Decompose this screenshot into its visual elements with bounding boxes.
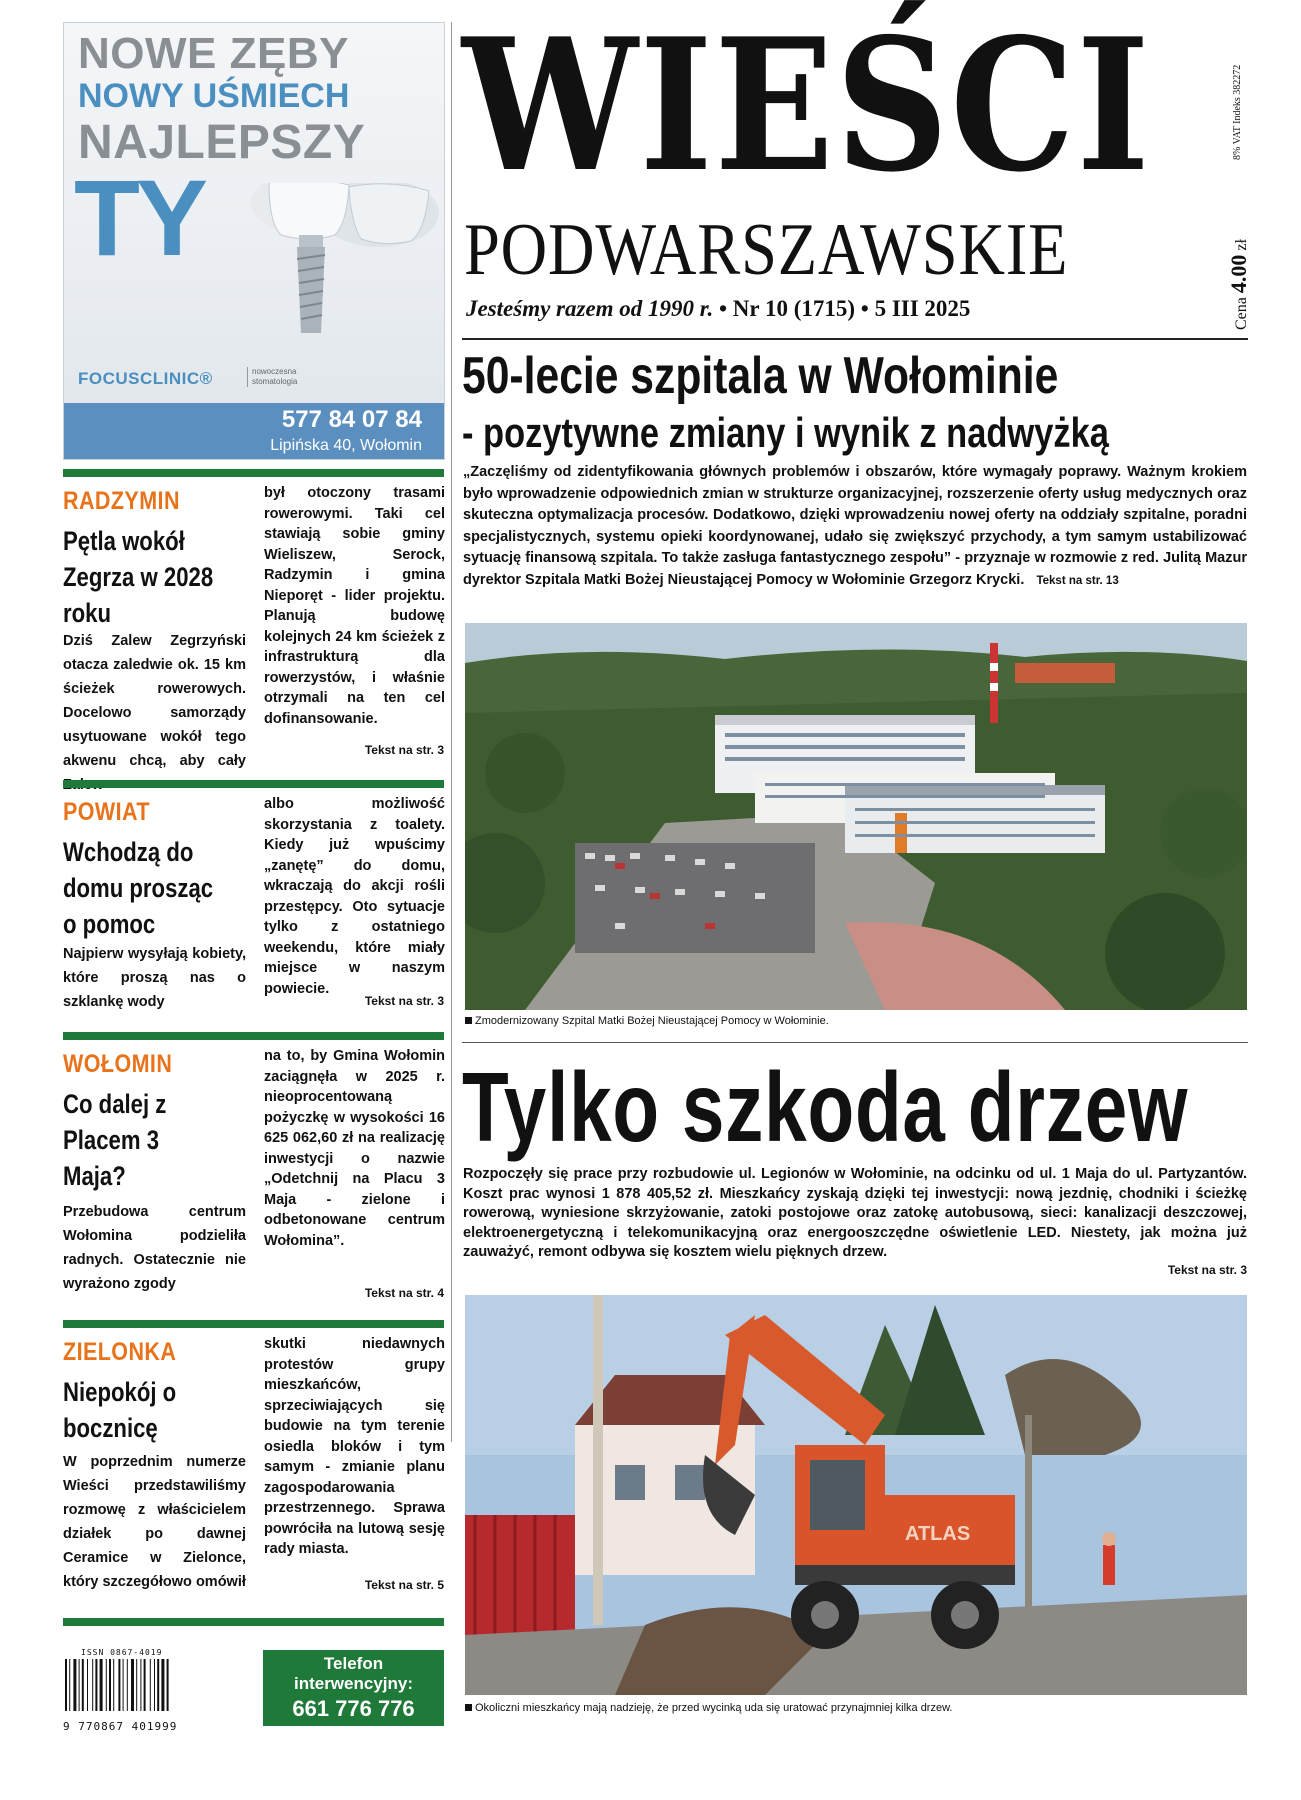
footer-divider-wrap [63, 1618, 444, 1628]
story1-subheadline[interactable]: - pozytywne zmiany i wynik z nadwyżką [462, 409, 1109, 456]
ad-line-3: NAJLEPSZY [78, 116, 366, 169]
section-divider [63, 469, 444, 477]
ad-phone[interactable]: 577 84 07 84 [281, 406, 422, 433]
teaser-kicker: WOŁOMIN [63, 1050, 173, 1078]
ad-line-1: NOWE ZĘBY [78, 29, 349, 78]
teaser-continuation: był otoczony trasami rowerowymi. Taki cel stawiają sobie gminy Wieliszew, Serock, Radzymin i gmina Nieporęt - lider projektu. Planują budowę kolejnych 24 km ścieżek z infrastrukturą dla rowerzystów, i właśnie otrzymali na ten cel dofinansowanie. [264, 485, 445, 727]
ad-line-4: TY [74, 157, 205, 278]
street-works-photo[interactable] [465, 1295, 1247, 1695]
story2-headline[interactable]: Tylko szkoda drzew [462, 1052, 1189, 1162]
story2-lead: Rozpoczęły się prace przy rozbudowie ul. Legionów w Wołominie, na odcinku od ul. 1 Maja do ul. Partyzantów. Koszt prac wynosi 1 878 405,52 zł. Mieszkańcy zyskają dzięki tej inwestycji: nową jezdnię, chodniki i ścieżkę rowerową, wyniesione skrzyżowanie, zatoki postojowe oraz zatokę autobusową, sieci: kanalizacji deszczowej, elektroenergetyczną i telekomunikacyjną oraz energooszczędne oświetlenie LED. Niestety, jak można już zauważyć, remont odbywa się kosztem wielu pięknych drzew. [463, 1166, 1247, 1260]
hotline-label-1: Telefon [323, 1654, 384, 1673]
teaser-page-reference[interactable]: Tekst na str. 3 [364, 743, 444, 757]
ad-brand-tagline: nowoczesna stomatologia [247, 367, 317, 387]
teaser-headline[interactable]: Niepokój o bocznicę [63, 1377, 177, 1443]
teaser-radzymin[interactable] [63, 469, 444, 769]
issue-number-date: • Nr 10 (1715) • 5 III 2025 [719, 296, 971, 321]
hotline-label-2: interwencyjny: [293, 1674, 414, 1693]
teaser-zielonka[interactable] [63, 1320, 444, 1600]
issn-barcode [63, 1648, 208, 1733]
teaser-page-reference[interactable]: Tekst na str. 4 [364, 1286, 444, 1300]
story1-caption-text: Zmodernizowany Szpital Matki Bożej Nieustającej Pomocy w Wołominie. [475, 1015, 829, 1027]
ad-brand-logo: FOCUSCLINIC® [78, 369, 213, 388]
barcode-bars-icon [63, 1657, 208, 1715]
masthead-motto: Jesteśmy razem od 1990 r. [466, 296, 714, 321]
teaser-page-reference[interactable]: Tekst na str. 3 [364, 994, 444, 1008]
story1-headline[interactable]: 50-lecie szpitala w Wołominie [462, 347, 1059, 405]
teaser-wolomin[interactable] [63, 1032, 444, 1312]
teaser-kicker: RADZYMIN [63, 487, 180, 515]
section-divider [63, 780, 444, 788]
teaser-kicker: ZIELONKA [63, 1338, 177, 1366]
story1-photo-caption [465, 1015, 829, 1027]
teaser-kicker: POWIAT [63, 798, 150, 826]
barcode-number: 9 770867 401999 [63, 1720, 178, 1733]
masthead-title[interactable]: WIEŚCI [462, 0, 1152, 212]
hotline-phone[interactable]: 661 776 776 [292, 1696, 415, 1721]
hotline-box[interactable] [263, 1650, 444, 1726]
dental-clinic-advertisement[interactable] [63, 22, 445, 460]
teaser-lead: Dziś Zalew Zegrzyński otacza zaledwie ok. 15 km ścieżek rowerowych. Docelowo samorządy usytuowane wokół tego akwenu chcą, aby cały [63, 633, 246, 769]
teaser-lead: W poprzednim numerze Wieści przedstawiliśmy rozmowę z właścicielem działek po dawnej Ceramice w Zielonce, który szczegółowo omówił [63, 1454, 246, 1590]
section-divider [63, 1618, 444, 1626]
excavator-brand-text: ATLAS [905, 1523, 971, 1545]
excavator-photo-illustration [465, 1295, 1247, 1695]
section-divider [63, 1320, 444, 1328]
issue-line [466, 296, 970, 322]
section-divider [63, 1032, 444, 1040]
column-divider [451, 22, 452, 1442]
teaser-headline[interactable]: Co dalej z Placem 3 Maja? [63, 1089, 167, 1191]
teaser-continuation: na to, by Gmina Wołomin zaciągnęła w 2025 r. nieoprocentowaną pożyczkę w wysokości 16 625 062,60 zł na realizację inwestycji o nazwie „Odetchnij na Placu 3 Maja - zielone i odbetonowane centrum Wołomina”. [264, 1048, 445, 1249]
masthead-rule [462, 338, 1248, 340]
price-caption: Cena [1233, 297, 1250, 330]
story1-lead-text: „Zaczęliśmy od zidentyfikowania głównych problemów i obszarów, które wymagały poprawy. Ważnym krokiem było wprowadzenie odpowiednich zmian w strukturze organizacyjnej, rozszerzenie oferty usług medycznych oraz skuteczna optymalizacja procesów. Dodatkowo, dzięki wprowadzeniu nowej oferty na oddziały szpitalne, poradni specjalistycznych, systemu opieki koordynowanej, udało się zwiększyć przychody, a tym samym ustabilizować sytuację finansową szpitala. To także zasługa fantastycznego zespołu” - przyznaje w rozmowie z red. Julitą Mazur dyrektor Szpitala Matki Bożej Nieustającej Pomocy w Wołominie Grzegorz Krycki. [463, 464, 1247, 588]
hospital-photo-illustration [465, 623, 1247, 1010]
teaser-lead: Najpierw wysyłają kobiety, które proszą nas o szklankę wody [63, 946, 246, 1010]
story2-page-reference[interactable]: Tekst na str. 3 [1167, 1263, 1247, 1277]
ad-line-2: NOWY UŚMIECH [78, 77, 350, 115]
teaser-headline[interactable]: Wchodzą do domu prosząc o pomoc [63, 837, 214, 939]
teaser-page-reference[interactable]: Tekst na str. 5 [364, 1578, 444, 1592]
dental-implant-illustration [239, 183, 444, 363]
masthead-subtitle: PODWARSZAWSKIE [464, 209, 1069, 291]
story2-caption-text: Okoliczni mieszkańcy mają nadzieję, że przed wycinką uda się uratować przynajmniej kilka drzew. [475, 1702, 953, 1714]
ad-address: Lipińska 40, Wołomin [270, 437, 422, 454]
price-value: 4.00 [1226, 254, 1251, 294]
issn-label: ISSN 0867-4019 [81, 1648, 163, 1657]
teaser-headline[interactable]: Pętla wokół Zegrza w 2028 roku [63, 526, 214, 628]
teaser-continuation: skutki niedawnych protestów grupy mieszkańców, sprzeciwiających się budowie na tym terenie osiedla bloków i tym samym - zmianie planu zagospodarowania przestrzennego. Sprawa powróciła na lutową sesję rady miasta. [264, 1336, 445, 1557]
hospital-aerial-photo[interactable] [465, 623, 1247, 1010]
caption-square-icon [465, 1704, 472, 1711]
story1-page-reference[interactable]: Tekst na str. 13 [1036, 574, 1119, 587]
vat-index: 8% VAT Indeks 382272 [1232, 64, 1243, 160]
caption-square-icon [465, 1017, 472, 1024]
teaser-lead: Przebudowa centrum Wołomina podzieliła radnych. Ostatecznie nie wyrażono zgody [63, 1204, 246, 1292]
teaser-powiat[interactable] [63, 780, 444, 1030]
story1-lead [463, 462, 1247, 592]
price-label [1226, 239, 1252, 330]
price-unit: zł [1233, 239, 1250, 251]
story-divider [462, 1042, 1248, 1043]
story2-photo-caption [465, 1702, 952, 1714]
teaser-continuation: albo możliwość skorzystania z toalety. Kiedy już wpuścimy „zanętę” do domu, wkraczają do akcji rośli przestępcy. Oto sytuacje tylko z ostatniego weekendu, które miały miejsce w naszym powiecie. [264, 796, 445, 997]
